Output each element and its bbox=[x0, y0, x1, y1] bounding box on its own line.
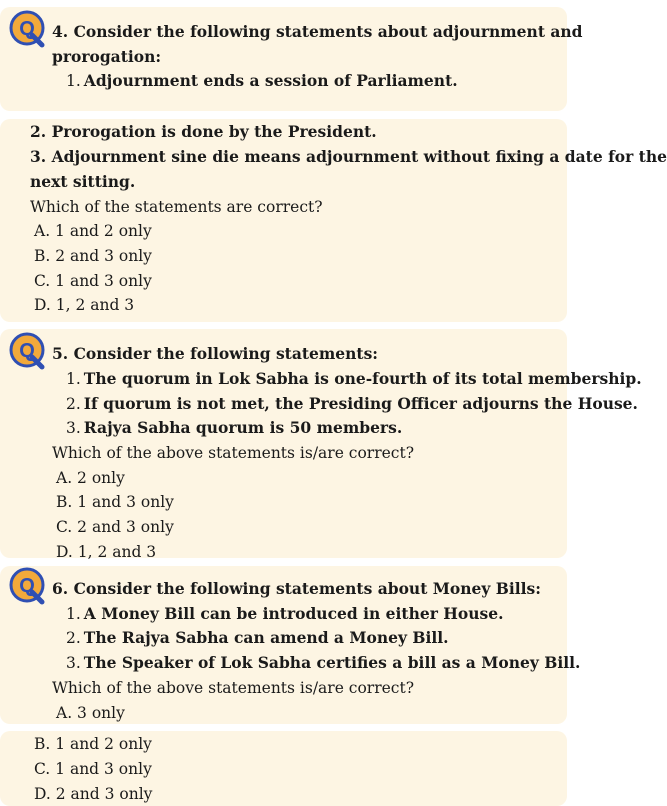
q4-statement-3-cont: next sitting. bbox=[30, 172, 136, 191]
statement-number: 2. bbox=[66, 395, 81, 413]
q5-statement-2 bbox=[66, 394, 638, 414]
q4-option-c[interactable]: C. 1 and 3 only bbox=[34, 272, 152, 290]
statement-number: 2. bbox=[66, 629, 81, 647]
statement-number: 2. bbox=[30, 122, 47, 141]
statement-text: If quorum is not met, the Presiding Officer adjourns the House. bbox=[83, 394, 638, 413]
q5-statement-1 bbox=[66, 369, 642, 389]
statement-text: Adjournment ends a session of Parliament. bbox=[83, 71, 458, 90]
q4-option-a[interactable]: A. 1 and 2 only bbox=[34, 222, 152, 240]
q6-statement-1 bbox=[66, 604, 504, 624]
q6-statement-3 bbox=[66, 653, 580, 673]
statement-text: Rajya Sabha quorum is 50 members. bbox=[83, 418, 403, 437]
q4-lead: 4. Consider the following statements about adjournment and bbox=[52, 22, 583, 41]
statement-text: A Money Bill can be introduced in either House. bbox=[83, 604, 504, 623]
badge-letter: Q bbox=[19, 18, 35, 40]
statement-number: 3. bbox=[66, 419, 81, 437]
question-badge-icon bbox=[8, 331, 48, 371]
statement-number: 3. bbox=[66, 654, 81, 672]
statement-text: The Speaker of Lok Sabha certifies a bill as a Money Bill. bbox=[83, 653, 581, 672]
q6-option-b[interactable]: B. 1 and 2 only bbox=[34, 735, 152, 753]
statement-text: Adjournment sine die means adjournment without fixing a date for the bbox=[51, 147, 667, 166]
q4-lead-cont: prorogation: bbox=[52, 47, 162, 66]
question-badge-icon bbox=[8, 566, 48, 606]
q4-statement-1 bbox=[66, 71, 458, 91]
q6-statement-2 bbox=[66, 628, 449, 648]
question-badge-icon bbox=[8, 9, 48, 49]
statement-number: 1. bbox=[66, 72, 81, 90]
statement-text: Prorogation is done by the President. bbox=[51, 122, 377, 141]
q5-option-a[interactable]: A. 2 only bbox=[56, 469, 125, 487]
statement-number: 1. bbox=[66, 605, 81, 623]
q5-option-b[interactable]: B. 1 and 3 only bbox=[56, 493, 174, 511]
q6-option-d[interactable]: D. 2 and 3 only bbox=[34, 785, 153, 803]
statement-text: The Rajya Sabha can amend a Money Bill. bbox=[83, 628, 449, 647]
q5-statement-3 bbox=[66, 418, 402, 438]
badge-letter: Q bbox=[19, 340, 35, 362]
q6-lead: 6. Consider the following statements about Money Bills: bbox=[52, 579, 541, 598]
q5-prompt: Which of the above statements is/are correct? bbox=[52, 444, 415, 462]
q4-prompt: Which of the statements are correct? bbox=[30, 198, 323, 216]
statement-number: 3. bbox=[30, 147, 47, 166]
statement-number: 1. bbox=[66, 370, 81, 388]
q6-prompt: Which of the above statements is/are correct? bbox=[52, 679, 415, 697]
statement-text: The quorum in Lok Sabha is one-fourth of its total membership. bbox=[83, 369, 642, 388]
q4-statement-3 bbox=[30, 147, 667, 167]
q6-option-a[interactable]: A. 3 only bbox=[56, 704, 125, 722]
q4-option-b[interactable]: B. 2 and 3 only bbox=[34, 247, 152, 265]
q6-option-c[interactable]: C. 1 and 3 only bbox=[34, 760, 152, 778]
q5-option-d[interactable]: D. 1, 2 and 3 bbox=[56, 543, 157, 561]
q5-option-c[interactable]: C. 2 and 3 only bbox=[56, 518, 174, 536]
q4-option-d[interactable]: D. 1, 2 and 3 bbox=[34, 296, 135, 314]
q5-lead: 5. Consider the following statements: bbox=[52, 344, 379, 363]
q4-statement-2 bbox=[30, 122, 377, 142]
badge-letter: Q bbox=[19, 575, 35, 597]
